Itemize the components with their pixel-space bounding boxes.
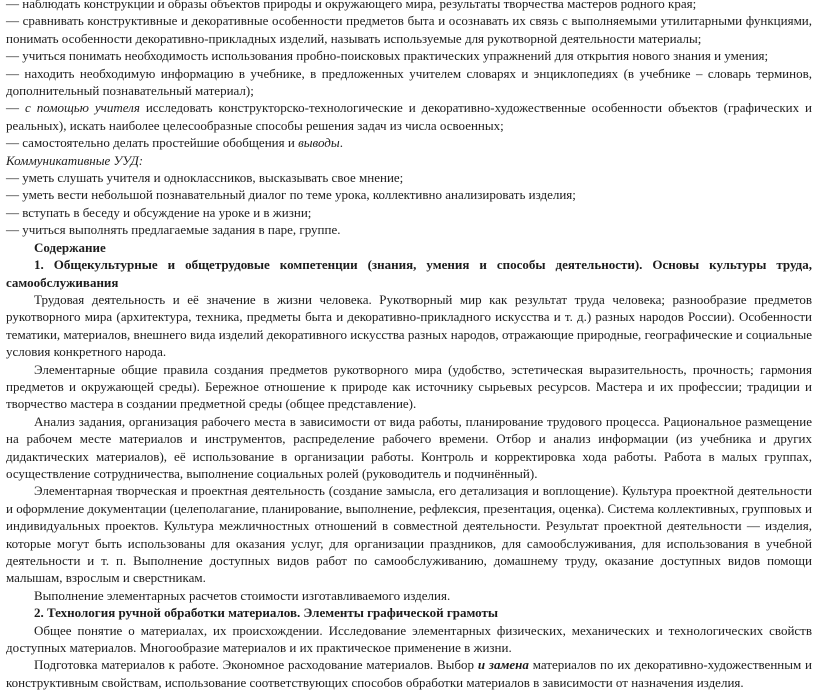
section-2-paragraph-1: Общее понятие о материалах, их происхождении. Исследование элементарных физических, механических и технологических свойств доступных материалов. Многообразие материалов и их практическое применение в жизни. <box>6 622 812 656</box>
bullet-find-info: — находить необходимую информацию в учебнике, в предложенных учителем словарях и энциклопедиях (в учебнике – словарь терминов, дополнительный познавательный материал); <box>6 65 812 99</box>
bullet-dialog: — уметь вести небольшой познавательный диалог по теме урока, коллективно анализировать изделия; <box>6 187 576 203</box>
section-2-paragraph-2 <box>6 656 812 691</box>
bullet-explore-italic: с помощью учителя <box>24 100 140 116</box>
bullet-generalize-end: . <box>339 135 343 151</box>
section-1-paragraph-1: Трудовая деятельность и её значение в жизни человека. Рукотворный мир как результат труда человека; разнообразие предметов рукотворного мира (архитектура, техника, предметы быта и декоративно-прикладного искусства и т. д.) разных народов России). Особенности тематики, материалов, внешнего вида изделий декоративного искусства разных народов, отражающие природные, географические и социальные условия конкретного народа. <box>6 291 812 360</box>
section-2-paragraph-2-emphasis: и замена <box>477 657 529 673</box>
bullet-compare: — сравнивать конструктивные и декоративные особенности предметов быта и осознавать их связь с выполняемыми утилитарными функциями, понимать особенности декоративно-прикладных изделий, называть используемые для рукотворной деятельности материалы; <box>6 13 812 46</box>
bullet-generalize <box>6 134 812 151</box>
section-2-title: 2. Технология ручной обработки материалов. Элементы графической грамоты <box>34 605 499 621</box>
section-2-paragraph-2-start: Подготовка материалов к работе. Экономное расходование материалов. Выбор <box>34 657 478 673</box>
bullet-explore-prefix: — <box>6 100 25 116</box>
section-1-paragraph-2: Элементарные общие правила создания предметов рукотворного мира (удобство, эстетическая выразительность, прочность; гармония предметов и окружающей среды). Бережное отношение к природе как источнику сырьевых ресурсов. Мастера и их профессии; традиции и творчество мастера в создании предметной среды (общее представление). <box>6 361 812 412</box>
content-heading: Содержание <box>34 239 106 255</box>
section-1-paragraph-3: Анализ задания, организация рабочего места в зависимости от вида работы, планирование трудового процесса. Рациональное размещение на рабочем месте материалов и инструментов, распределение рабочего времени. Отбор и анализ информации (из учебника и других дидактических материалов), её использование в организации работы. Контроль и корректировка хода работы. Работа в малых группах, осуществление сотрудничества, выполнение социальных ролей (руководитель и подчинённый). <box>6 413 812 481</box>
bullet-generalize-italic: выводы <box>298 135 340 151</box>
communicative-heading: Коммуникативные УУД: <box>6 152 144 168</box>
bullet-discuss: — вступать в беседу и обсуждение на уроке и в жизни; <box>6 204 312 220</box>
section-1-title: 1. Общекультурные и общетрудовые компетенции (знания, умения и способы деятельности). Основы культуры труда, самообслуживания <box>6 257 812 290</box>
bullet-explore-rest: исследовать конструкторско-технологические и декоративно-художественные особенности объектов (графических и реальных), искать наиболее целесообразные способы решения задач из числа освоенных; <box>6 100 813 133</box>
bullet-pair-work: — учиться выполнять предлагаемые задания в паре, группе. <box>6 222 341 238</box>
bullet-explore <box>6 99 812 134</box>
bullet-observe: — наблюдать конструкции и образы объектов природы и окружающего мира, результаты творчества мастеров родного края; <box>6 0 697 11</box>
bullet-listen: — уметь слушать учителя и одноклассников, высказывать свое мнение; <box>6 170 404 186</box>
section-2-paragraph-2-end: материалов по их декоративно-художественным и конструктивным свойствам, использование соответствующих способов обработки материалов в зависимости от назначения изделия. <box>6 657 813 690</box>
section-1-paragraph-4: Элементарная творческая и проектная деятельность (создание замысла, его детализация и воплощение). Культура проектной деятельности и оформление документации (целеполагание, планирование, выполнение, рефлексия, презентация, оценка). Система коллективных, групповых и индивидуальных проектов. Культура межличностных отношений в совместной деятельности. Результат проектной деятельности — изделия, которые могут быть использованы для оказания услуг, для организации праздников, для самообслуживания, для использования в учебной деятельности и т. п. Выполнение доступных видов работ по самообслуживанию, домашнему труду, оказание доступных видов помощи малышам, взрослым и сверстникам. <box>6 483 812 586</box>
section-1-paragraph-5: Выполнение элементарных расчетов стоимости изготавливаемого изделия. <box>34 587 451 603</box>
bullet-generalize-prefix: — самостоятельно делать простейшие обобщения и <box>6 135 299 151</box>
bullet-understand: — учиться понимать необходимость использования пробно-поисковых практических упражнений для открытия нового знания и умения; <box>6 48 769 64</box>
